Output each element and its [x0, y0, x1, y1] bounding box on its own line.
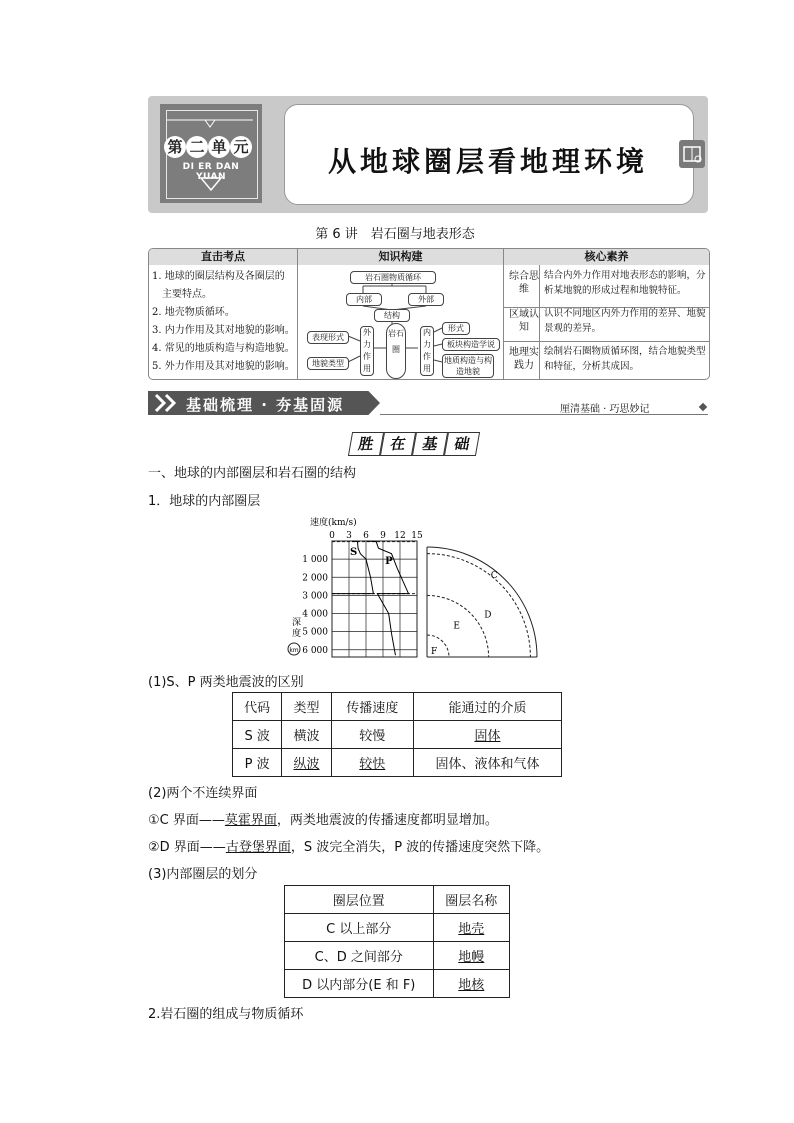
table-header: 代码 — [233, 693, 282, 721]
x-tick-label: 3 — [346, 531, 352, 541]
table-row — [285, 970, 510, 998]
section-tagline: 厘清基础 · 巧思妙记 — [560, 404, 650, 415]
unit-char: 第 — [164, 136, 186, 158]
table-cell: 地壳 — [433, 914, 509, 942]
mindmap-node: 表现形式 — [307, 331, 349, 344]
heading-1: 一、地球的内部圈层和岩石圈的结构 — [148, 466, 357, 481]
layer-label: E — [453, 621, 460, 632]
y-tick-label: 4 000 — [302, 609, 328, 620]
key-point: 5. 外力作用及其对地貌的影响。 — [152, 361, 295, 372]
plot-frame — [332, 541, 417, 657]
mindmap-node: 板块构造学说 — [442, 338, 500, 351]
seismic-wave-chart — [282, 513, 542, 663]
layer-label: F — [431, 647, 438, 657]
chapter-title: 从地球圈层看地理环境 — [327, 145, 648, 178]
s-p-difference-label: (1)S、P 两类地震波的区别 — [148, 675, 304, 690]
table-cell: 横波 — [282, 721, 331, 749]
table-header: 圈层位置 — [285, 886, 434, 914]
core-text: 结合内外力作用对地表形态的影响，分析某地貌的形成过程和地貌特征。 — [544, 270, 706, 296]
table-header: 类型 — [282, 693, 331, 721]
table-cell: 较慢 — [331, 721, 413, 749]
table-header-row — [233, 693, 562, 721]
wave-table — [232, 692, 562, 777]
y-axis-label-char: 深 — [292, 618, 302, 628]
section-divider — [380, 414, 708, 415]
mindmap-node: 外部 — [408, 293, 444, 306]
table-cell: C、D 之间部分 — [285, 942, 434, 970]
x-tick-label: 6 — [363, 531, 369, 541]
y-axis-unit: km — [289, 647, 299, 654]
double-chevron-icon — [152, 393, 182, 413]
key-point: 1. 地球的圈层结构及各圈层的 — [152, 271, 285, 282]
y-axis-label-char: 度 — [292, 629, 302, 639]
unit-char: 元 — [230, 136, 252, 158]
lecture-title: 第 6 讲 岩石圈与地表形态 — [315, 227, 475, 242]
y-tick-label: 5 000 — [302, 627, 328, 638]
mindmap-node: 结构 — [374, 309, 410, 322]
diamond-icon — [699, 403, 707, 411]
key-point: 2. 地壳物质循环。 — [152, 307, 235, 318]
section-title: 基础梳理 · 夯基固源 — [186, 396, 345, 414]
x-axis-label: 速度(km/s) — [310, 518, 357, 528]
key-points-list — [152, 268, 302, 376]
core-text: 认识不同地区内外力作用的差异、地貌景观的差异。 — [544, 308, 706, 334]
c-name: 莫霍界面 — [224, 813, 277, 828]
x-tick-label: 0 — [329, 531, 335, 541]
d-name: 古登堡界面 — [225, 840, 291, 855]
interfaces-label: (2)两个不连续界面 — [148, 786, 258, 801]
col-header: 知识构建 — [298, 249, 503, 265]
mindmap-node: 内力作用 — [420, 326, 434, 376]
d-suffix: ，S 波完全消失，P 波的传播速度突然下降。 — [290, 840, 550, 855]
table-row — [285, 942, 510, 970]
mindmap-node: 地貌类型 — [307, 357, 349, 370]
heading-3: 2.岩石圈的组成与物质循环 — [148, 1007, 304, 1022]
layer-table — [284, 885, 510, 998]
c-prefix: ①C 界面—— — [148, 813, 225, 828]
unit-pinyin: DI ER DAN YUAN — [182, 162, 240, 182]
mindmap-node: 内部 — [346, 293, 382, 306]
interface-label: D — [484, 610, 492, 621]
interface-label: C — [490, 570, 498, 581]
table-header: 圈层名称 — [433, 886, 509, 914]
y-tick-label: 6 000 — [302, 645, 328, 656]
heading-2: 1．地球的内部圈层 — [148, 494, 261, 509]
table-cell: 地幔 — [433, 942, 509, 970]
unit-arc-decoration — [165, 118, 255, 132]
subtitle-char: 础 — [444, 432, 480, 456]
core-label: 区域认知 — [509, 309, 539, 333]
core-label: 综合思维 — [509, 271, 539, 295]
subtitle-char: 胜 — [348, 432, 384, 456]
table-header: 能通过的介质 — [413, 693, 561, 721]
subtitle-char: 基 — [412, 432, 448, 456]
key-point: 4. 常见的地质构造与构造地貌。 — [152, 343, 295, 354]
subtitle-char: 在 — [380, 432, 416, 456]
series-label: S — [350, 547, 358, 559]
table-cell: 纵波 — [282, 749, 331, 777]
mindmap-node: 地质构造与构造地貌 — [444, 356, 492, 376]
table-cell: S 波 — [233, 721, 282, 749]
mindmap-node: 形式 — [442, 322, 470, 335]
x-tick-label: 12 — [394, 531, 406, 541]
y-tick-label: 1 000 — [302, 555, 328, 566]
c-suffix: ，两类地震波的传播速度都明显增加。 — [276, 813, 498, 828]
core-text: 绘制岩石圈物质循环图，结合地貌类型和特征，分析其成因。 — [544, 346, 706, 372]
y-tick-label: 3 000 — [302, 591, 328, 602]
key-point: 3. 内力作用及其对地貌的影响。 — [152, 325, 295, 336]
mindmap-root: 岩石圈物质循环 — [350, 271, 436, 284]
book-icon — [679, 140, 705, 168]
col-header: 直击考点 — [149, 249, 297, 265]
y-tick-label: 2 000 — [302, 573, 328, 584]
x-tick-label: 15 — [411, 531, 423, 541]
layers-label: (3)内部圈层的划分 — [148, 867, 258, 882]
table-cell: 地核 — [433, 970, 509, 998]
unit-char: 单 — [208, 136, 230, 158]
d-interface-text — [148, 836, 549, 855]
table-cell: C 以上部分 — [285, 914, 434, 942]
table-cell: P 波 — [233, 749, 282, 777]
earth-surface-arc — [427, 547, 537, 657]
series-label: P — [385, 556, 393, 568]
core-label: 地理实践力 — [509, 347, 539, 371]
mindmap-center: 岩石圈 — [386, 323, 406, 379]
table-cell: D 以内部分(E 和 F) — [285, 970, 434, 998]
table-row — [285, 914, 510, 942]
col-header: 核心素养 — [504, 249, 709, 265]
c-interface-text — [148, 809, 498, 828]
table-header-row — [285, 886, 510, 914]
table-header: 传播速度 — [331, 693, 413, 721]
unit-char: 二 — [186, 136, 208, 158]
table-cell: 较快 — [331, 749, 413, 777]
mindmap-node: 外力作用 — [360, 326, 374, 376]
key-point: 主要特点。 — [152, 289, 212, 300]
table-row — [233, 721, 562, 749]
table-cell: 固体 — [413, 721, 561, 749]
triangle-down-icon — [199, 176, 223, 192]
x-tick-label: 9 — [380, 531, 386, 541]
d-prefix: ②D 界面—— — [148, 840, 226, 855]
table-row — [233, 749, 562, 777]
table-cell: 固体、液体和气体 — [413, 749, 561, 777]
